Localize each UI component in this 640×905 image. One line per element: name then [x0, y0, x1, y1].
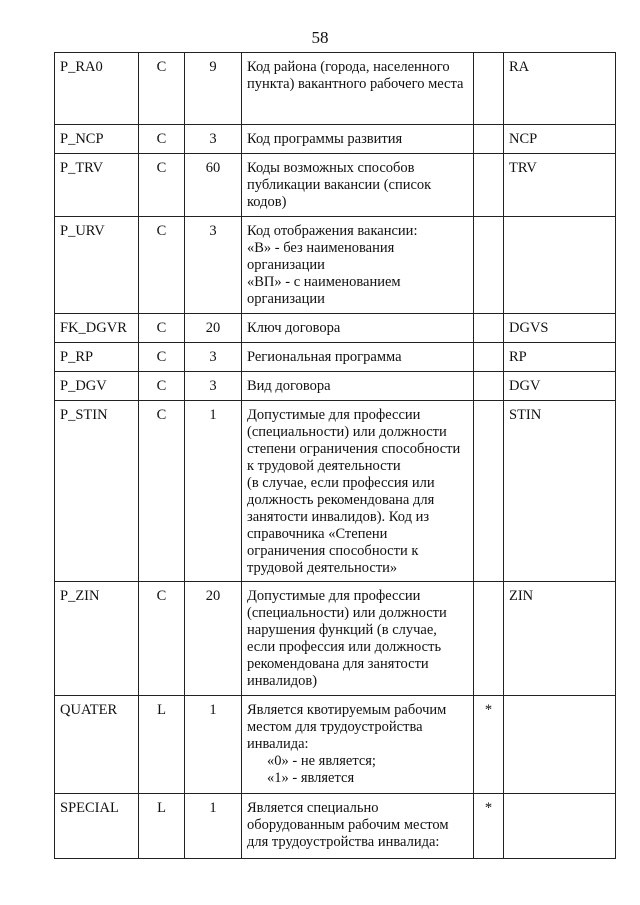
field-required-mark: [474, 372, 504, 401]
field-name: P_RA0: [55, 53, 139, 125]
field-description: [242, 53, 474, 125]
field-description: [242, 314, 474, 343]
field-reference: RA: [504, 53, 616, 125]
field-type: C: [139, 582, 185, 696]
field-description: [242, 372, 474, 401]
description-line: «ВП» - с наименованием организации: [247, 274, 401, 307]
description-line: «В» - без наименования организации: [247, 240, 395, 273]
field-length: 1: [185, 696, 242, 794]
table-row: [55, 794, 616, 859]
field-description: [242, 582, 474, 696]
table-row: [55, 343, 616, 372]
field-name: P_TRV: [55, 154, 139, 217]
field-type: C: [139, 154, 185, 217]
field-required-mark: [474, 343, 504, 372]
field-length: 3: [185, 217, 242, 314]
field-length: 3: [185, 343, 242, 372]
field-required-mark: [474, 401, 504, 582]
description-line: Вид договора: [247, 378, 331, 394]
table-row: [55, 53, 616, 125]
field-reference: ZIN: [504, 582, 616, 696]
description-option: «1» - является: [267, 770, 355, 786]
table-row: [55, 154, 616, 217]
table-row: [55, 582, 616, 696]
table-row: [55, 217, 616, 314]
description-line: Код района (города, населенного пункта) вакантного рабочего места: [247, 59, 464, 92]
description-line: Региональная программа: [247, 349, 402, 365]
field-type: L: [139, 696, 185, 794]
field-spec-table: [54, 52, 616, 859]
field-type: C: [139, 372, 185, 401]
table-row: [55, 372, 616, 401]
description-line: Допустимые для профессии (специальности) или должности нарушения функций (в случае, если профессия или должность рекомендована для занятости инвалидов): [247, 588, 447, 689]
field-required-mark: [474, 154, 504, 217]
field-reference: NCP: [504, 125, 616, 154]
field-reference: STIN: [504, 401, 616, 582]
field-reference: RP: [504, 343, 616, 372]
field-type: C: [139, 125, 185, 154]
table-row: [55, 401, 616, 582]
description-option: «0» - не является;: [267, 753, 376, 769]
field-required-mark: *: [474, 696, 504, 794]
field-length: 9: [185, 53, 242, 125]
field-type: C: [139, 53, 185, 125]
field-reference: [504, 696, 616, 794]
description-line: Является квотируемым рабочим местом для трудоустройства инвалида:: [247, 702, 447, 752]
field-description: [242, 401, 474, 582]
description-line: Является специально оборудованным рабочим местом для трудоустройства инвалида:: [247, 800, 449, 850]
field-type: C: [139, 217, 185, 314]
field-name: P_DGV: [55, 372, 139, 401]
field-name: FK_DGVR: [55, 314, 139, 343]
field-name: P_STIN: [55, 401, 139, 582]
field-length: 1: [185, 401, 242, 582]
field-length: 3: [185, 125, 242, 154]
description-line: Ключ договора: [247, 320, 341, 336]
field-description: [242, 696, 474, 794]
field-length: 20: [185, 582, 242, 696]
field-type: C: [139, 314, 185, 343]
field-required-mark: [474, 217, 504, 314]
field-name: P_RP: [55, 343, 139, 372]
field-length: 20: [185, 314, 242, 343]
field-reference: TRV: [504, 154, 616, 217]
table-row: [55, 314, 616, 343]
field-name: P_ZIN: [55, 582, 139, 696]
field-description: [242, 343, 474, 372]
field-required-mark: [474, 314, 504, 343]
description-line: Допустимые для профессии (специальности) или должности степени ограничения способности к трудовой деятельности: [247, 407, 461, 474]
field-description: [242, 794, 474, 859]
field-reference: DGVS: [504, 314, 616, 343]
field-type: C: [139, 343, 185, 372]
field-type: L: [139, 794, 185, 859]
field-required-mark: [474, 53, 504, 125]
field-reference: [504, 217, 616, 314]
field-name: QUATER: [55, 696, 139, 794]
field-required-mark: [474, 125, 504, 154]
field-type: C: [139, 401, 185, 582]
field-length: 1: [185, 794, 242, 859]
field-reference: [504, 794, 616, 859]
field-description: [242, 154, 474, 217]
field-name: P_URV: [55, 217, 139, 314]
field-reference: DGV: [504, 372, 616, 401]
field-name: P_NCP: [55, 125, 139, 154]
description-line: Код программы развития: [247, 131, 403, 147]
page-number: 58: [311, 28, 329, 47]
description-line: Код отображения вакансии:: [247, 223, 418, 239]
field-name: SPECIAL: [55, 794, 139, 859]
description-line: (в случае, если профессия или должность рекомендована для занятости инвалидов). Код из справочника «Степени ограничения способности к трудовой деятельности»: [247, 475, 435, 576]
table-row: [55, 125, 616, 154]
field-description: [242, 217, 474, 314]
field-required-mark: *: [474, 794, 504, 859]
field-length: 3: [185, 372, 242, 401]
field-length: 60: [185, 154, 242, 217]
field-description: [242, 125, 474, 154]
table-row: [55, 696, 616, 794]
field-required-mark: [474, 582, 504, 696]
description-line: Коды возможных способов публикации вакансии (список кодов): [247, 160, 432, 210]
